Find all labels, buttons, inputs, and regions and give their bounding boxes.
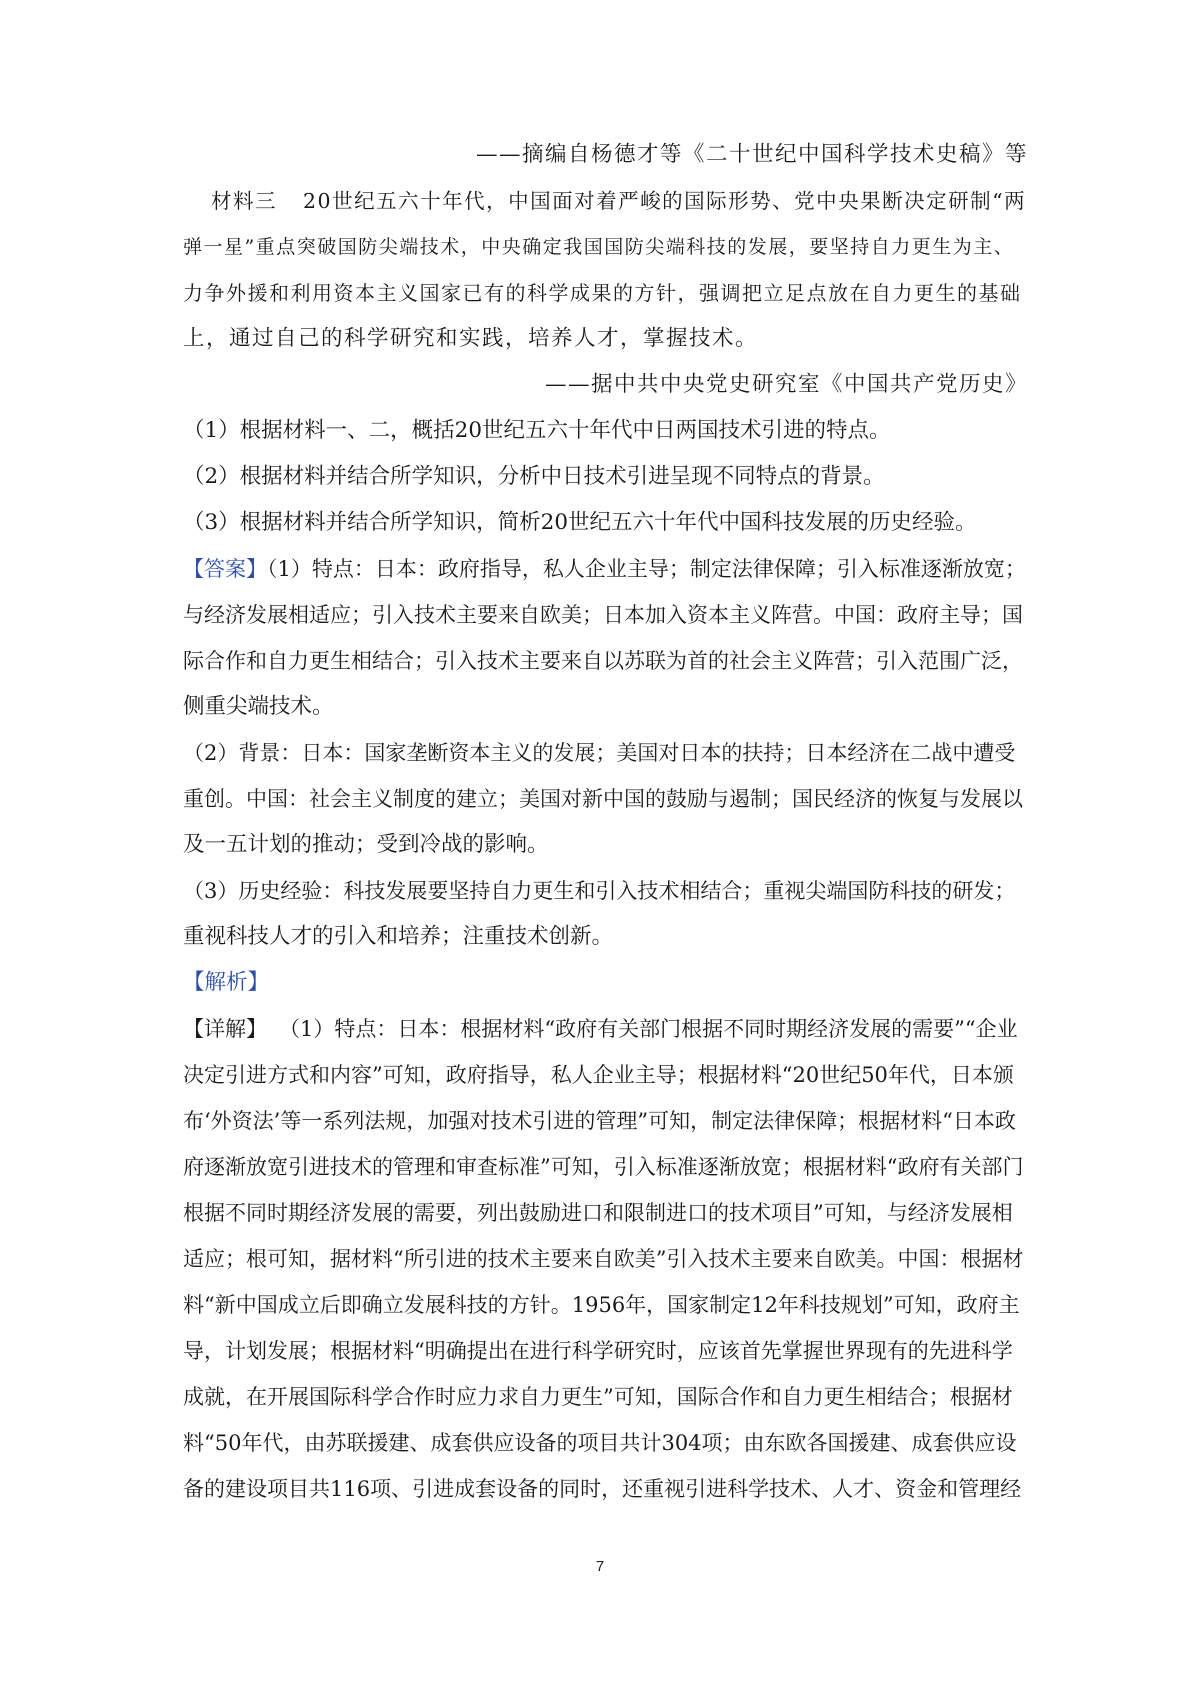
material3-line-1 [183,186,1028,216]
detail-line-6: 适应；根可知，据材料“所引进的技术主要来自欧美”引入技术主要来自欧美。中国：根据材 [183,1247,1024,1271]
analysis-tag: 【解析】 [183,970,270,995]
answer-tag: 【答案】 [183,557,267,581]
question-1: （1）根据材料一、二，概括20世纪五六十年代中日两国技术引进的特点。 [183,418,891,443]
answer-line-6: 重创。中国：社会主义制度的建立；美国对新中国的鼓励与遏制；国民经济的恢复与发展以 [183,787,1023,811]
answer-line-2: 与经济发展相适应；引入技术主要来自欧美；日本加入资本主义阵营。中国：政府主导；国 [183,603,1023,627]
analysis-heading [183,968,1028,998]
answer-line-3: 际合作和自力更生相结合；引入技术主要来自以苏联为首的社会主义阵营；引入范围广泛， [183,649,1023,673]
page-number: 7 [595,1558,605,1575]
detail-line-5: 根据不同时期经济发展的需要，列出鼓励进口和限制进口的技术项目”可知，与经济发展相 [183,1201,1013,1225]
detail-line-10: 料“50年代，由苏联援建、成套供应设备的项目共计304项；由东欧各国援建、成套供应设 [183,1431,1017,1455]
document-page [183,0,1028,1698]
question-3: （3）根据材料并结合所学知识，简析20世纪五六十年代中国科技发展的历史经验。 [183,510,977,535]
answer-line-4: 侧重尖端技术。 [183,694,334,719]
answer-line-8: （3）历史经验：科技发展要坚持自力更生和引入技术相结合；重视尖端国防科技的研发； [183,879,1016,903]
detail-line-8: 导，计划发展；根据材料“明确提出在进行科学研究时，应该首先掌握世界现有的先进科学 [183,1339,1013,1363]
answer-text-1: （1）特点：日本：政府指导，私人企业主导；制定法律保障；引入标准逐渐放宽； [267,557,1026,581]
detail-text-1: （1）特点：日本：根据材料“政府有关部门根据不同时期经济发展的需要”“企业 [279,1017,1018,1041]
material3-line-3: 力争外援和利用资本主义国家已有的科学成果的方针，强调把立足点放在自力更生的基础 [183,281,1022,305]
material3-label: 材料三 [211,189,277,213]
material3-line-2: 弹一星”重点突破国防尖端技术，中央确定我国国防尖端科技的发展，要坚持自力更生为主、 [183,236,1015,258]
answer-line-1 [183,554,1028,584]
source-citation-1: ——摘编自杨德才等《二十世纪中国科学技术史稿》等 [475,142,1028,167]
detail-line-9: 成就，在开展国际科学合作时应力求自力更生”可知，国际合作和自力更生相结合；根据材 [183,1385,1013,1409]
answer-line-9: 重视科技人才的引入和培养；注重技术创新。 [183,924,614,949]
detail-line-2: 决定引进方式和内容”可知，政府指导，私人企业主导；根据材料“20世纪50年代，日本颁 [183,1063,1014,1087]
detail-line-3: 布‘外资法’等一系列法规，加强对技术引进的管理”可知，制定法律保障；根据材料“日本政 [183,1109,1016,1133]
answer-line-5: （2）背景：日本：国家垄断资本主义的发展；美国对日本的扶持；日本经济在二战中遭受 [183,741,1016,765]
material3-line-4: 上，通过自己的科学研究和实践，培养人才，掌握技术。 [183,326,759,351]
detail-line-7: 料“新中国成立后即确立发展科技的方针。1956年，国家制定12年科技规划”可知，政府主 [183,1293,1020,1317]
detail-line-4: 府逐渐放宽引进技术的管理和审查标准”可知，引入标准逐渐放宽；根据材料“政府有关部门 [183,1155,1024,1179]
source-citation-2: ——据中共中央党史研究室《中国共产党历史》 [544,372,1028,397]
detail-tag: 【详解】 [183,1017,267,1041]
detail-line-11: 备的建设项目共116项、引进成套设备的同时，还重视引进科学技术、人才、资金和管理经 [183,1477,1022,1501]
question-2: （2）根据材料并结合所学知识，分析中日技术引进呈现不同特点的背景。 [183,464,885,489]
detail-line-1 [183,1014,1028,1044]
material3-text-1: 20世纪五六十年代，中国面对着严峻的国际形势、党中央果断决定研制“两 [303,189,1027,213]
answer-line-7: 及一五计划的推动；受到冷战的影响。 [183,832,549,857]
